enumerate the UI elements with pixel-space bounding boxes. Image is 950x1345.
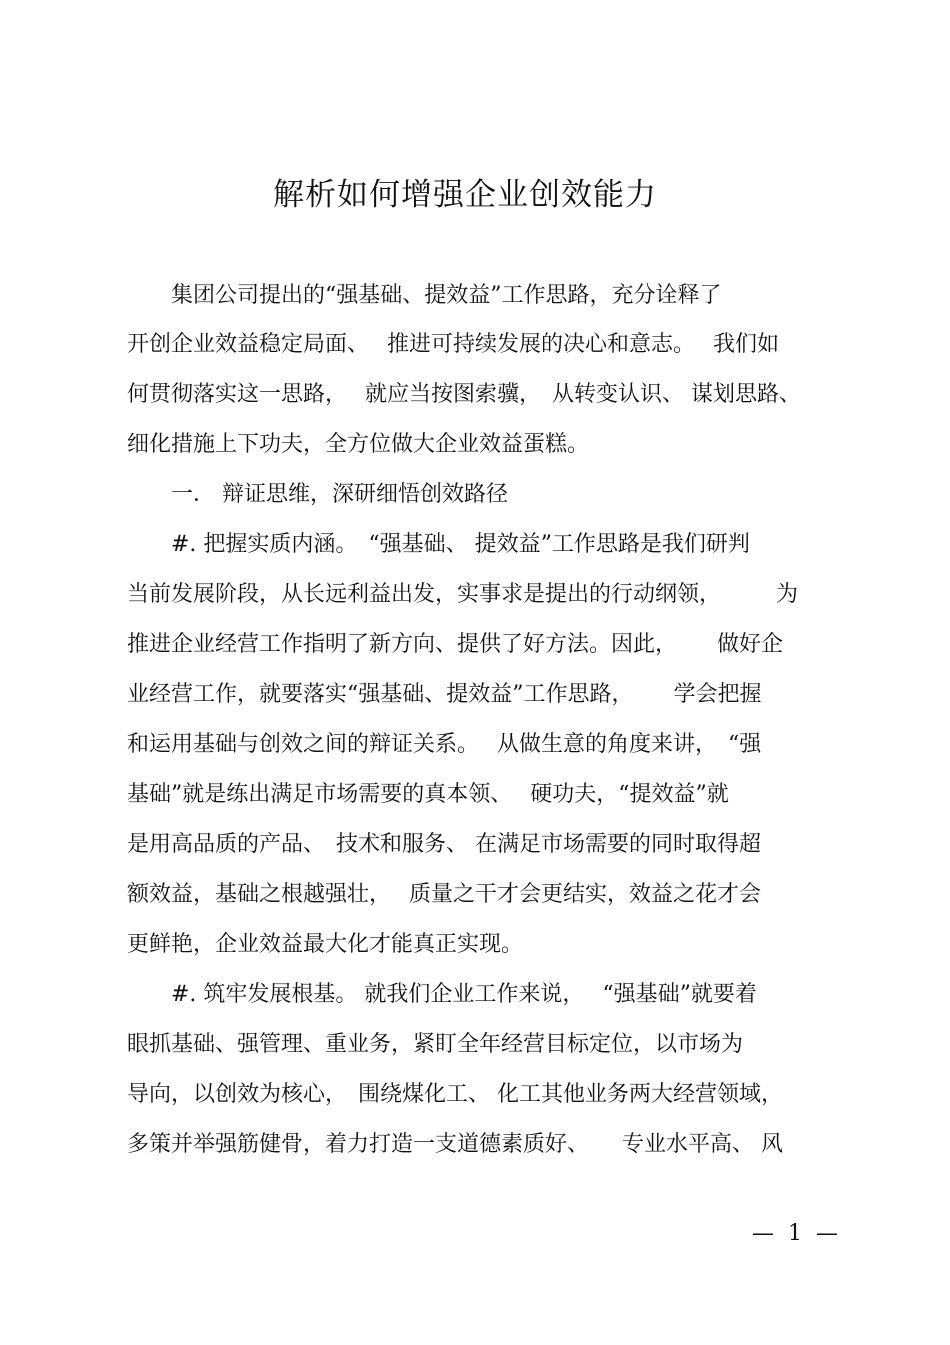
body-line-02: 开创企业效益稳定局面、 推进可持续发展的决心和意志。 我们如	[127, 332, 779, 357]
body-line-15: 眼抓基础、强管理、重业务，紧盯全年经营目标定位，以市场为	[127, 1032, 744, 1057]
body-line-04: 细化措施上下功夫，全方位做大企业效益蛋糕。	[127, 432, 590, 457]
body-line-08: 业经营工作，就要落实“强基础、提效益”工作思路， 学会把握	[127, 682, 762, 707]
body-line-01: 集团公司提出的“强基础、提效益”工作思路，充分诠释了	[127, 283, 722, 308]
section-heading: 一． 辩证思维，深研细悟创效路径	[127, 482, 508, 507]
body-line-13: 更鲜艳，企业效益最大化才能真正实现。	[127, 932, 524, 957]
body-line-10: 基础”就是练出满足市场需要的真本领、 硬功夫，“提效益”就	[127, 782, 729, 807]
page-number: — 1 —	[752, 1221, 838, 1246]
body-line-14: #. 筑牢发展根基。 就我们企业工作来说， “强基础”就要着	[127, 982, 757, 1007]
body-line-16: 导向，以创效为核心， 围绕煤化工、 化工其他业务两大经营领域，	[127, 1082, 783, 1107]
body-line-06: 当前发展阶段，从长远利益出发，实事求是提出的行动纲领， 为	[127, 582, 799, 607]
body-line-11: 是用高品质的产品、 技术和服务、 在满足市场需要的同时取得超	[127, 832, 761, 857]
body-line-05: #. 把握实质内涵。 “强基础、 提效益”工作思路是我们研判	[127, 532, 750, 557]
body-line-12: 额效益，基础之根越强壮， 质量之干才会更结实，效益之花才会	[127, 882, 761, 907]
body-line-09: 和运用基础与创效之间的辩证关系。 从做生意的角度来讲， “强	[127, 732, 762, 757]
body-line-03: 何贯彻落实这一思路， 就应当按图索骥， 从转变认识、 谋划思路、	[127, 382, 801, 407]
body-line-07: 推进企业经营工作指明了新方向、提供了好方法。因此， 做好企	[127, 632, 783, 657]
document-title: 解析如何增强企业创效能力	[273, 177, 657, 213]
body-line-17: 多策并举强筋健骨，着力打造一支道德素质好、 专业水平高、 风	[127, 1132, 783, 1157]
